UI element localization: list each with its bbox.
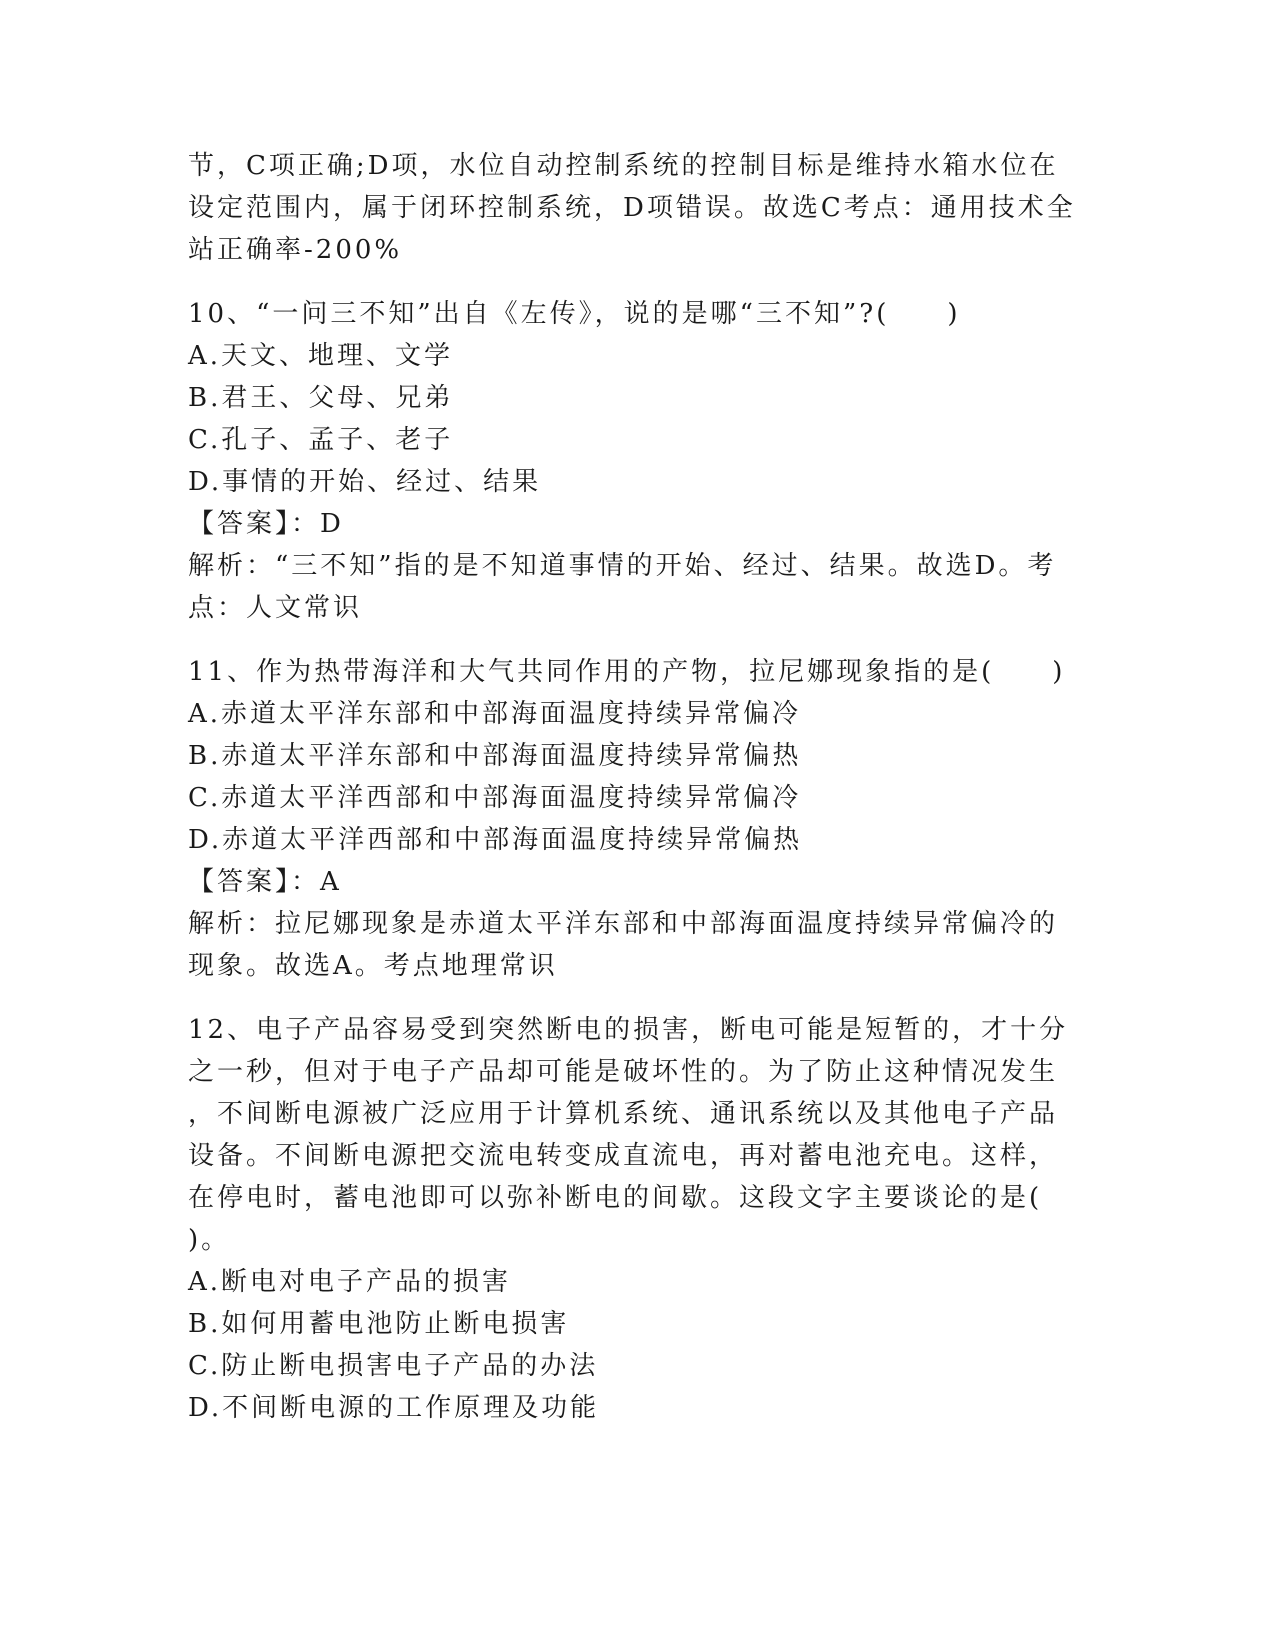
question-stem: ，不间断电源被广泛应用于计算机系统、通讯系统以及其他电子产品: [188, 1099, 1059, 1129]
question-stem: 在停电时，蓄电池即可以弥补断电的间歇。这段文字主要谈论的是(: [188, 1183, 1043, 1213]
option-d: D.赤道太平洋西部和中部海面温度持续异常偏热: [188, 825, 803, 855]
option-a: A.赤道太平洋东部和中部海面温度持续异常偏冷: [188, 699, 802, 729]
question-10: [188, 293, 1088, 629]
text-line: 站正确率-200%: [188, 235, 403, 265]
spacer: [188, 987, 1088, 1009]
option-c: C.孔子、孟子、老子: [188, 425, 454, 455]
question-stem: 11、作为热带海洋和大气共同作用的产物，拉尼娜现象指的是( ): [188, 657, 1066, 687]
option-a: A.断电对电子产品的损害: [188, 1267, 512, 1297]
option-d: D.不间断电源的工作原理及功能: [188, 1393, 600, 1423]
analysis-line: 解析：“三不知”指的是不知道事情的开始、经过、结果。故选D。考: [188, 551, 1057, 581]
analysis-line: 现象。故选A。考点地理常识: [188, 951, 558, 981]
option-a: A.天文、地理、文学: [188, 341, 454, 371]
text-line: 节，C项正确;D项，水位自动控制系统的控制目标是维持水箱水位在: [188, 151, 1059, 181]
question-stem: 设备。不间断电源把交流电转变成直流电，再对蓄电池充电。这样，: [188, 1141, 1059, 1171]
question-12: [188, 1009, 1088, 1429]
spacer: [188, 271, 1088, 293]
answer-line: 【答案】：D: [188, 509, 344, 539]
question-stem: 之一秒，但对于电子产品却可能是破坏性的。为了防止这种情况发生: [188, 1057, 1059, 1087]
option-b: B.赤道太平洋东部和中部海面温度持续异常偏热: [188, 741, 802, 771]
question-stem: 10、“一问三不知”出自《左传》，说的是哪“三不知”?( ): [188, 299, 961, 329]
analysis-line: 点：人文常识: [188, 593, 363, 623]
spacer: [188, 629, 1088, 651]
question-11: [188, 651, 1088, 987]
option-b: B.如何用蓄电池防止断电损害: [188, 1309, 570, 1339]
document-page: [188, 145, 1088, 1429]
question-stem: )。: [188, 1225, 231, 1255]
answer-line: 【答案】：A: [188, 867, 342, 897]
option-d: D.事情的开始、经过、结果: [188, 467, 542, 497]
option-c: C.防止断电损害电子产品的办法: [188, 1351, 599, 1381]
option-b: B.君王、父母、兄弟: [188, 383, 454, 413]
analysis-line: 解析：拉尼娜现象是赤道太平洋东部和中部海面温度持续异常偏冷的: [188, 909, 1059, 939]
question-stem: 12、电子产品容易受到突然断电的损害，断电可能是短暂的，才十分: [188, 1015, 1069, 1045]
option-c: C.赤道太平洋西部和中部海面温度持续异常偏冷: [188, 783, 802, 813]
previous-analysis-continuation: [188, 145, 1088, 271]
text-line: 设定范围内，属于闭环控制系统，D项错误。故选C考点：通用技术全: [188, 193, 1076, 223]
